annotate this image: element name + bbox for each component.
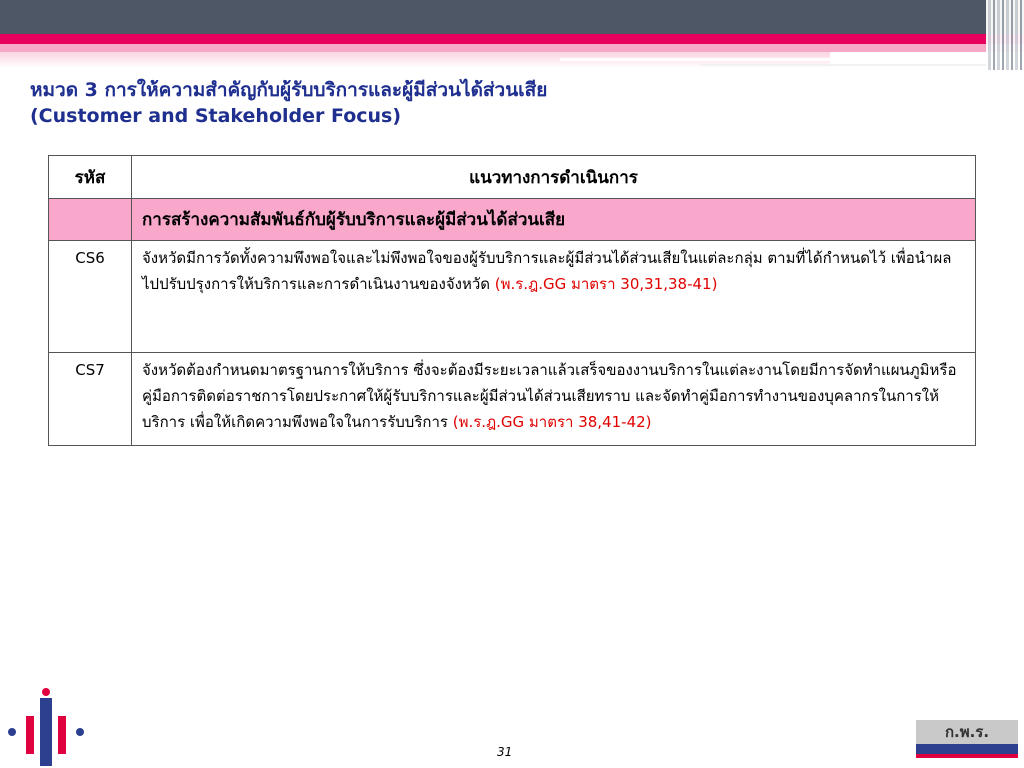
table-row	[49, 241, 976, 353]
section-title: การสร้างความสัมพันธ์กับผู้รับบริการและผู้มีส่วนได้ส่วนเสีย	[132, 199, 976, 241]
header-vertical-stripes	[986, 0, 1024, 70]
page-number: 31	[497, 745, 513, 759]
table-row	[49, 353, 976, 446]
header-accent-line	[560, 58, 950, 61]
row-text: จังหวัดต้องกำหนดมาตรฐานการให้บริการ ซึ่งจะต้องมีระยะเวลาแล้วเสร็จของงานบริการในแต่ละงานโดยมีการจัดทำแผนภูมิหรือคู่มือการติดต่อราชการโดยประกาศให้ผู้รับบริการและผู้มีส่วนได้ส่วนเสียทราบ และจัดทำคู่มือการทำงานของบุคลากรในการให้บริการ เพื่อให้เกิดความพึงพอใจในการรับบริการ	[142, 361, 957, 431]
guideline-table	[48, 155, 976, 446]
row-reference: (พ.ร.ฎ.GG มาตรา 38,41-42)	[452, 413, 652, 431]
row-description	[132, 241, 976, 353]
header-accent-line-2	[700, 64, 1000, 66]
opdc-emblem-icon	[4, 688, 90, 768]
section-row	[49, 199, 976, 241]
title-thai: หมวด 3 การให้ความสำคัญกับผู้รับบริการและผู้มีส่วนได้ส่วนเสีย	[30, 79, 548, 101]
header-guideline: แนวทางการดำเนินการ	[132, 156, 976, 199]
row-description	[132, 353, 976, 446]
row-text: จังหวัดมีการวัดทั้งความพึงพอใจและไม่พึงพอใจของผู้รับบริการและผู้มีส่วนได้ส่วนเสียในแต่ละกลุ่ม ตามที่ได้กำหนดไว้ เพื่อนำผลไปปรับปรุงการให้บริการและการดำเนินงานของจังหวัด	[142, 249, 952, 293]
row-code: CS6	[49, 241, 132, 353]
header-light-pink-stripe	[0, 44, 1024, 52]
logo-text: ก.พ.ร.	[916, 720, 1018, 744]
section-code-cell	[49, 199, 132, 241]
header-pink-stripe	[0, 34, 1024, 44]
logo-blue-band	[916, 744, 1018, 754]
row-code: CS7	[49, 353, 132, 446]
logo-caption-band	[916, 758, 1018, 766]
header-code: รหัส	[49, 156, 132, 199]
opdc-logo	[916, 720, 1018, 764]
table-header-row	[49, 156, 976, 199]
header-banner	[0, 0, 1024, 34]
row-reference: (พ.ร.ฎ.GG มาตรา 30,31,38-41)	[494, 275, 718, 293]
title-english: (Customer and Stakeholder Focus)	[30, 105, 402, 127]
slide-title	[30, 77, 547, 129]
